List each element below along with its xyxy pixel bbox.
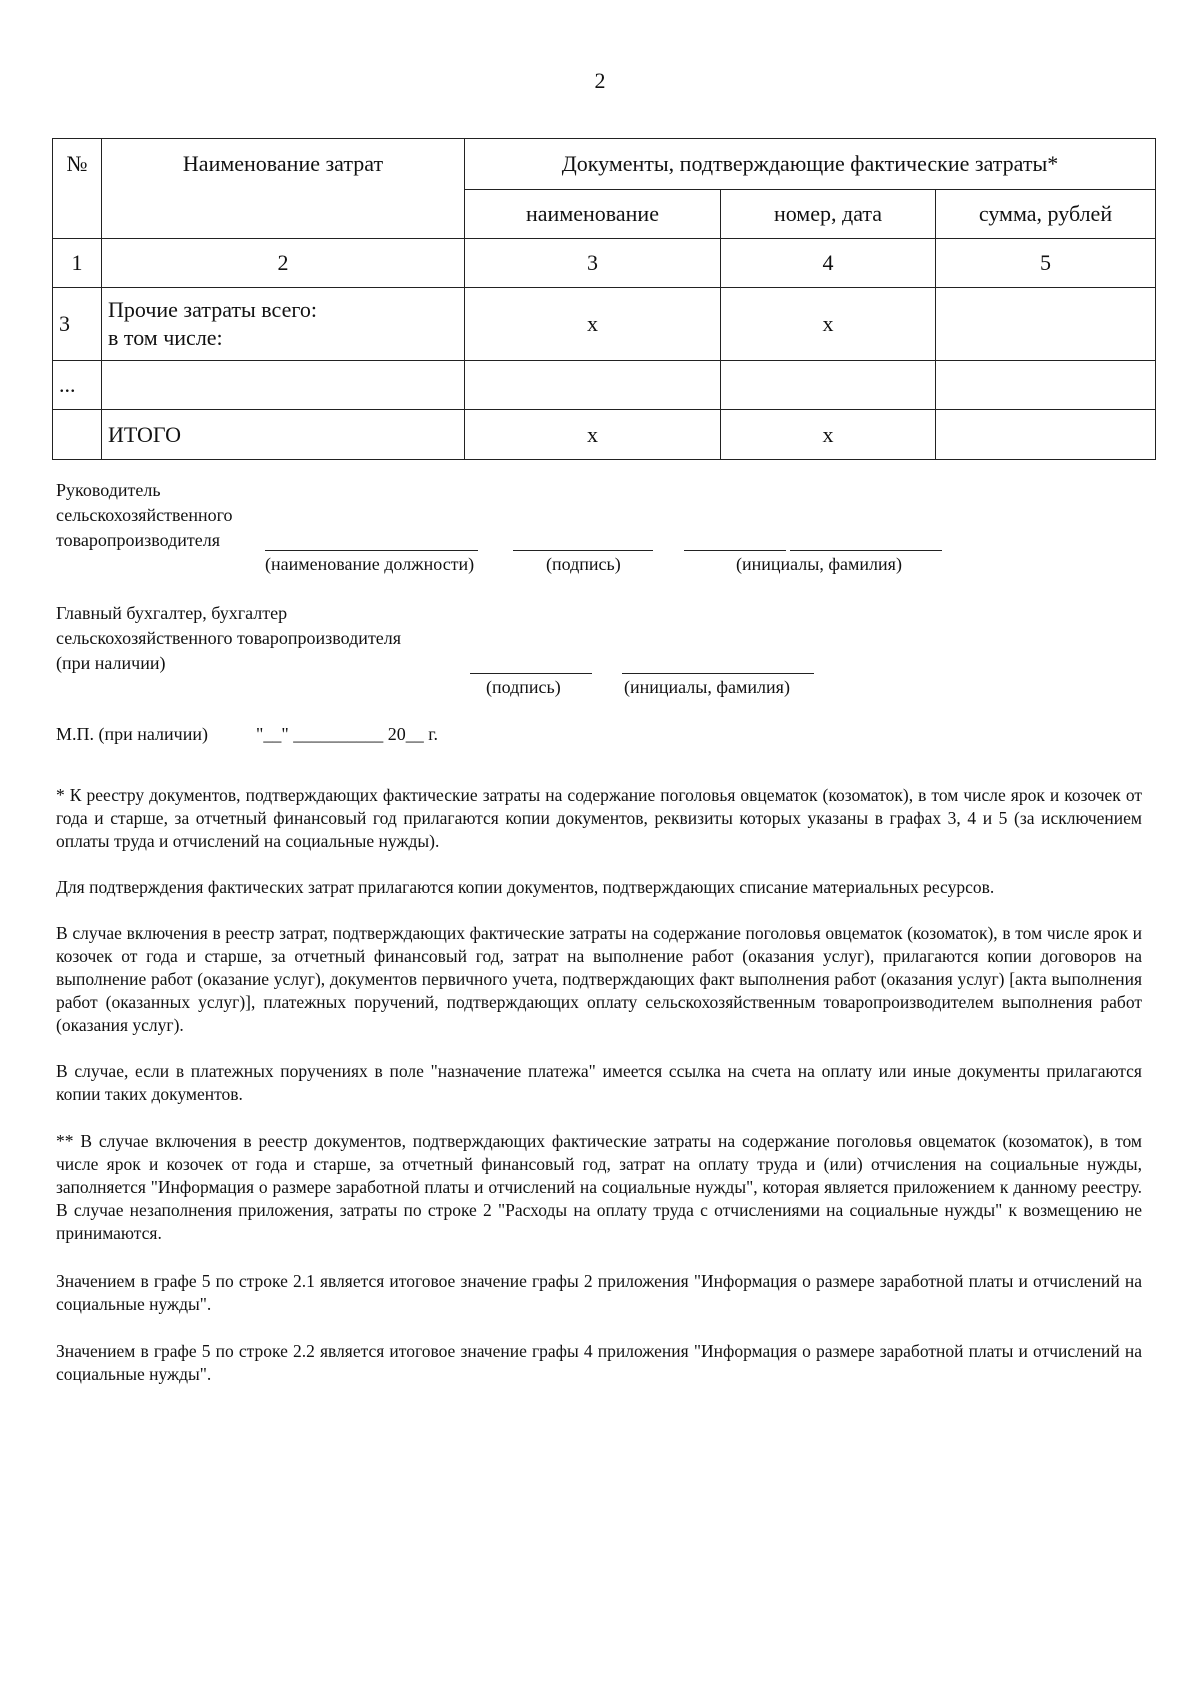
header-doc-name: наименование [465,190,721,239]
header-cost-name: Наименование затрат [102,139,465,239]
head-signature-line[interactable] [513,550,653,551]
table-header-row [53,139,1156,190]
head-surname-line[interactable] [790,550,942,551]
head-label-line: Руководитель [56,480,161,500]
header-doc-sum: сумма, рублей [936,190,1156,239]
row-doc-sum [936,361,1156,410]
head-position-line[interactable] [265,550,478,551]
column-number: 4 [721,239,936,288]
note-paragraph: Для подтверждения фактических затрат прилагаются копии документов, подтверждающих списание материальных ресурсов. [56,877,995,897]
row-doc-name [465,361,721,410]
page-number: 2 [594,68,606,93]
note-row-2-1 [56,1270,1142,1316]
row-cost-name [102,361,465,410]
note-payment-orders [56,1060,1142,1106]
row-doc-number-date: x [721,410,936,460]
table-row [53,288,1156,361]
table-row-total [53,410,1156,460]
accountant-caption-name: (инициалы, фамилия) [624,677,790,697]
note-paragraph: * К реестру документов, подтверждающих фактические затраты на содержание поголовья овцематок (козоматок), в том числе ярок и козочек от года и старше, за отчетный финансовый год прилагаются копии документов, реквизиты которых указаны в графах 3, 4 и 5 (за исключением оплаты труда и отчислений на социальные нужды). [56,785,1142,851]
row-doc-sum [936,288,1156,361]
column-number: 2 [102,239,465,288]
row-doc-sum [936,410,1156,460]
row-doc-number-date [721,361,936,410]
header-documents: Документы, подтверждающие фактические затраты* [465,139,1156,190]
note-paragraph: Значением в графе 5 по строке 2.2 является итоговое значение графы 4 приложения "Информация о размере заработной платы и отчислений на социальные нужды". [56,1341,1142,1384]
accountant-caption-signature: (подпись) [486,677,561,697]
accountant-label-line: сельскохозяйственного товаропроизводителя [56,628,402,648]
row-doc-name: x [465,410,721,460]
footnote-salary [56,1130,1142,1245]
header-doc-number-date: номер, дата [721,190,936,239]
footnote-documents [56,784,1142,853]
stamp-label: М.П. (при наличии) [56,724,208,744]
costs-registry-table [52,138,1156,460]
row-cost-name-line: Прочие затраты всего: [108,297,317,322]
row-cost-name: ИТОГО [102,410,465,460]
row-no: ... [53,361,102,410]
note-services [56,922,1142,1037]
accountant-signature-label [56,601,401,676]
row-doc-name: x [465,288,721,361]
note-paragraph: В случае, если в платежных поручениях в поле "назначение платежа" имеется ссылка на счета на оплату или иные документы прилагаются копии таких документов. [56,1061,1142,1104]
accountant-label-line: Главный бухгалтер, бухгалтер [56,603,288,623]
note-paragraph: В случае включения в реестр затрат, подтверждающих фактические затраты на содержание поголовья овцематок (козоматок), в том числе ярок и козочек от года и старше, за отчетный финансовый год, затрат на выполнение работ (оказания услуг), прилагаются копии договоров на выполнение работ (оказание услуг), документов первичного учета, подтверждающих факт выполнения работ (оказания услуг) [акта выполнения работ (оказанных услуг)], платежных поручений, подтверждающих оплату сельскохозяйственным товаропроизводителем выполнения работ (оказания услуг). [56,923,1142,1035]
column-numbers-row [53,239,1156,288]
column-number: 3 [465,239,721,288]
head-label-line: сельскохозяйственного [56,505,233,525]
accountant-name-line[interactable] [622,673,814,674]
note-paragraph: ** В случае включения в реестр документов, подтверждающих фактические затраты на содержание поголовья овцематок (козоматок), в том числе ярок и козочек от года и старше, за отчетный финансовый год, затрат на оплату труда и (или) отчисления на социальные нужды, заполняется "Информация о размере заработной платы и отчислений на социальные нужды", которая является приложением к данному реестру. В случае незаполнения приложения, затраты по строке 2 "Расходы на оплату труда с отчислениями на социальные нужды" к возмещению не принимаются. [56,1131,1142,1243]
head-initials-line[interactable] [684,550,786,551]
row-cost-name [102,288,465,361]
table-row [53,361,1156,410]
note-row-2-2 [56,1340,1142,1386]
row-doc-number-date: x [721,288,936,361]
head-label-line: товаропроизводителя [56,530,221,550]
note-material-resources [56,876,1142,899]
note-paragraph: Значением в графе 5 по строке 2.1 является итоговое значение графы 2 приложения "Информация о размере заработной платы и отчислений на социальные нужды". [56,1271,1142,1314]
row-no: 3 [53,288,102,361]
caption-position: (наименование должности) [265,554,475,574]
caption-name: (инициалы, фамилия) [736,554,902,574]
head-signature-label [56,478,233,553]
row-no [53,410,102,460]
accountant-signature-line[interactable] [470,673,592,674]
caption-signature: (подпись) [546,554,621,574]
header-no: № [53,139,102,239]
date-field[interactable]: "__" __________ 20__ г. [256,724,439,744]
column-number: 5 [936,239,1156,288]
column-number: 1 [53,239,102,288]
accountant-label-line: (при наличии) [56,653,166,673]
row-cost-name-line: в том числе: [108,325,223,350]
